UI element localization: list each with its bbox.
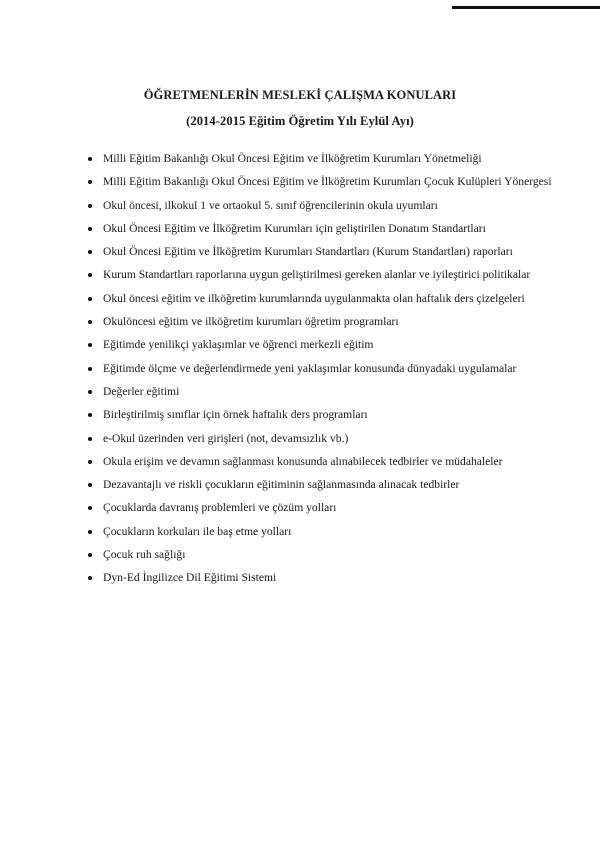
- bullet-icon: [88, 437, 92, 441]
- bullet-icon: [88, 506, 92, 510]
- topic-list: [88, 149, 558, 592]
- list-item: [88, 172, 558, 192]
- document-title: ÖĞRETMENLERİN MESLEKİ ÇALIŞMA KONULARI: [143, 88, 457, 102]
- list-item-text: Okul Öncesi Eğitim ve İlköğretim Kurumları Standartları (Kurum Standartları) raporları: [103, 245, 513, 259]
- bullet-icon: [88, 297, 92, 301]
- bullet-icon: [88, 367, 92, 371]
- list-item-text: Birleştirilmiş sınıflar için örnek haftalık ders programları: [103, 408, 368, 422]
- bullet-icon: [88, 157, 92, 161]
- list-item-text: Okula erişim ve devamın sağlanması konusunda alınabilecek tedbirler ve müdahaleler: [103, 454, 503, 468]
- list-item-text: Milli Eğitim Bakanlığı Okul Öncesi Eğitim ve İlköğretim Kurumları Yönetmeliği: [103, 152, 482, 165]
- list-item-text: e-Okul üzerinden veri girişleri (not, devamsızlık vb.): [103, 431, 349, 445]
- bullet-icon: [88, 250, 92, 254]
- bullet-icon: [88, 460, 92, 464]
- list-item: [88, 219, 558, 239]
- bullet-icon: [88, 530, 92, 534]
- list-item-text: Okulöncesi eğitim ve ilköğretim kurumları öğretim programları: [103, 315, 399, 329]
- list-item-text: Okul Öncesi Eğitim ve İlköğretim Kurumları için geliştirilen Donatım Standartları: [103, 221, 486, 235]
- list-item-text: Dyn-Ed İngilizce Dil Eğitimi Sistemi: [103, 571, 277, 585]
- list-item: [88, 359, 558, 379]
- list-item: [88, 289, 558, 309]
- bullet-icon: [88, 553, 92, 557]
- top-edge-rule: [452, 6, 600, 9]
- list-item-text: Eğitimde ölçme ve değerlendirmede yeni yaklaşımlar konusunda dünyadaki uygulamalar: [103, 361, 517, 375]
- list-item-text: Eğitimde yenilikçi yaklaşımlar ve öğrenci merkezli eğitim: [103, 338, 374, 352]
- list-item-text: Çocukların korkuları ile baş etme yolları: [103, 524, 292, 538]
- list-item-text: Okul öncesi, ilkokul 1 ve ortaokul 5. sınıf öğrencilerinin okula uyumları: [103, 198, 438, 212]
- bullet-icon: [88, 483, 92, 487]
- bullet-icon: [88, 227, 92, 231]
- list-item: [88, 405, 558, 425]
- list-item: [88, 265, 558, 285]
- list-item: [88, 429, 558, 449]
- list-item: [88, 382, 558, 402]
- list-item: [88, 312, 558, 332]
- list-item-text: Kurum Standartları raporlarına uygun geliştirilmesi gereken alanlar ve iyileştirici politikalar: [103, 268, 531, 282]
- list-item: [88, 335, 558, 355]
- list-item: [88, 452, 558, 472]
- list-item-text: Dezavantajlı ve riskli çocukların eğitiminin sağlanmasında alınacak tedbirler: [103, 478, 460, 492]
- bullet-icon: [88, 320, 92, 324]
- bullet-icon: [88, 343, 92, 347]
- list-item: [88, 522, 558, 542]
- list-item: [88, 498, 558, 518]
- list-item-text: Çocuk ruh sağlığı: [103, 548, 186, 562]
- bullet-icon: [88, 204, 92, 208]
- list-item: [88, 196, 558, 216]
- bullet-icon: [88, 413, 92, 417]
- list-item: [88, 475, 558, 495]
- list-item: [88, 568, 558, 588]
- list-item: [88, 242, 558, 262]
- list-item-text: Değerler eğitimi: [103, 384, 180, 398]
- list-item: [88, 545, 558, 565]
- bullet-icon: [88, 576, 92, 580]
- bullet-icon: [88, 390, 92, 394]
- list-item-text: Okul öncesi eğitim ve ilköğretim kurumlarında uygulanmakta olan haftalık ders çizelgeleri: [103, 291, 525, 305]
- bullet-icon: [88, 273, 92, 277]
- document-subtitle: (2014-2015 Eğitim Öğretim Yılı Eylül Ayı): [186, 114, 414, 128]
- bullet-icon: [88, 180, 92, 184]
- list-item-text: Çocuklarda davranış problemleri ve çözüm yolları: [103, 501, 337, 515]
- list-item-text: Milli Eğitim Bakanlığı Okul Öncesi Eğitim ve İlköğretim Kurumları Çocuk Kulüpleri Yönergesi: [103, 175, 552, 189]
- list-item: [88, 149, 558, 169]
